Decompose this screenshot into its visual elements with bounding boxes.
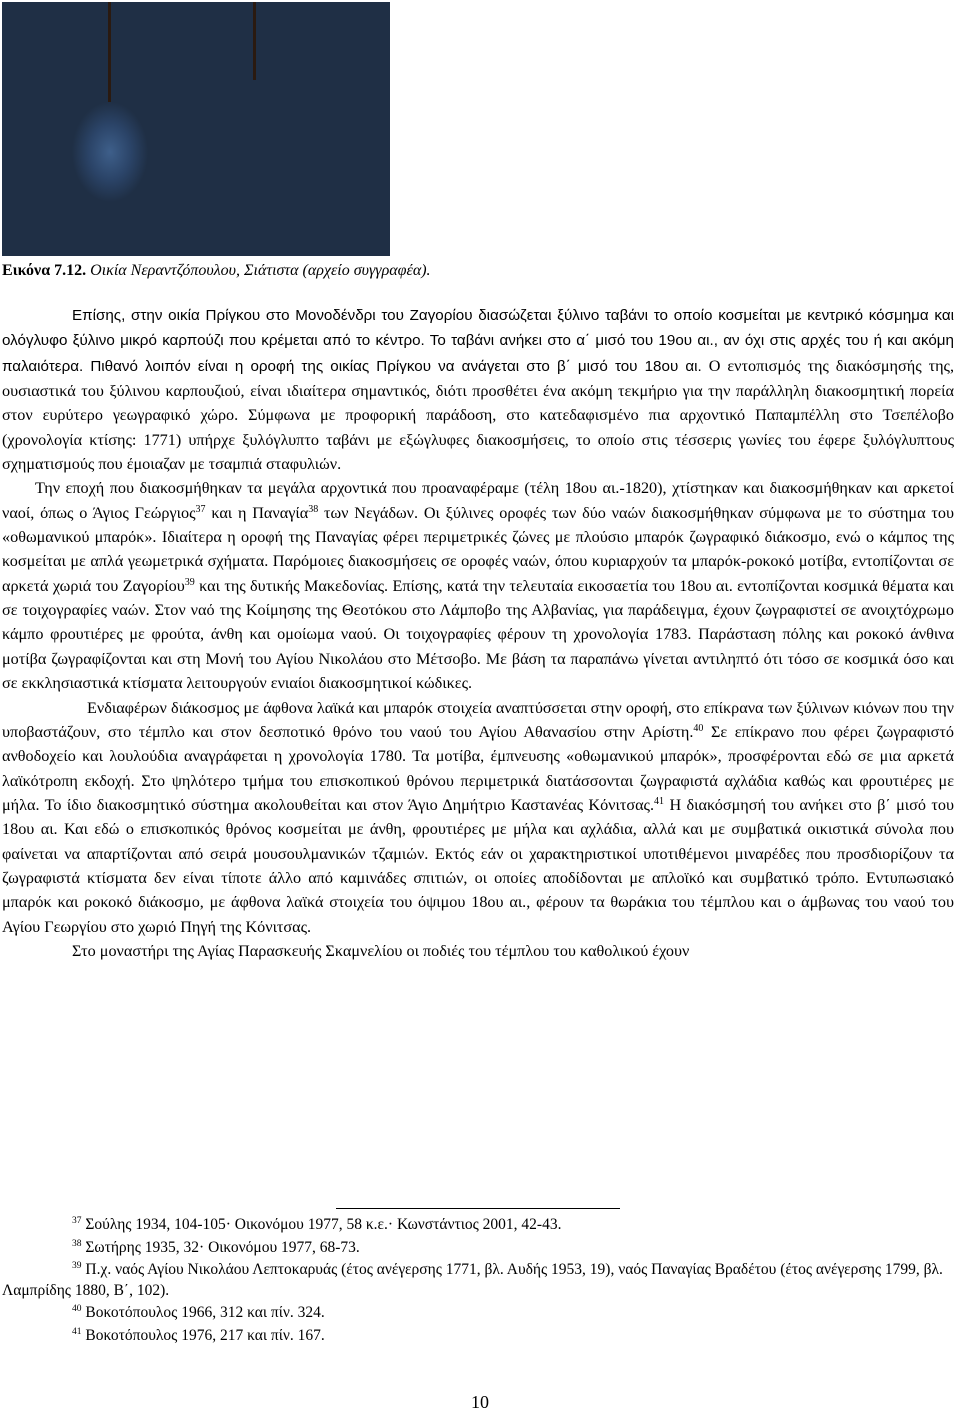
hanging-rope bbox=[108, 2, 111, 102]
body-text bbox=[2, 303, 954, 963]
footnote-number: 41 bbox=[72, 1326, 82, 1337]
footnote bbox=[2, 1215, 954, 1236]
paragraph-text: Στο μοναστήρι της Αγίας Παρασκευής Σκαμνελίου οι ποδιές του τέμπλου του καθολικού έχουν bbox=[72, 941, 690, 960]
footnote-number: 38 bbox=[72, 1238, 82, 1249]
hanging-rope bbox=[253, 2, 256, 80]
footnote-ref[interactable]: 41 bbox=[654, 795, 665, 807]
paragraph-text: Ο εντοπισμός της διακόσμησής της, ουσιαστικά του ξύλινου καρπουζιού, είναι ιδιαίτερα σημαντικός, διότι προσθέτει ένα ακόμη τεκμήριο για την παράλληλη διακοσμητική πορεία στον ευρύτερο γεωγραφικό χώρο. bbox=[2, 356, 954, 425]
paragraph bbox=[2, 939, 954, 963]
footnote-number: 40 bbox=[72, 1304, 82, 1314]
paragraph bbox=[2, 696, 954, 939]
paragraph bbox=[2, 476, 954, 695]
paragraph bbox=[2, 303, 954, 476]
footnotes bbox=[2, 1215, 954, 1348]
paragraph-text: Την εποχή που διακοσμήθηκαν τα μεγάλα αρχοντικά που προαναφέραμε (τέλη 18ου αι.-1820), χτίστηκαν και διακοσμήθηκαν και αρκετοί ναοί, όπως ο Άγιος Γεώργιος bbox=[2, 479, 954, 522]
footnote-ref[interactable]: 38 bbox=[308, 503, 319, 515]
paragraph-text: των Νεγάδων. Οι ξύλινες οροφές των δύο ναών διακοσμήθηκαν σύμφωνα με το σύστημα του «οθωμανικού μπαρόκ». Ιδιαίτερα η οροφή της Παναγίας φέρει περιμετρικές ζώνες με πλούσιο μπαρόκ ζωγραφικό διάκοσμο, ενώ ο κάμπος της κοσμείται με απλά γεωμετρικά σχήματα. Παρόμοιες διακοσμήσεις σε οροφές ναών, όπου κυριαρχούν τα μπαρόκ-ροκοκό μοτίβα, εντοπίζονται σε αρκετά χωριά του Ζαγορίου bbox=[2, 503, 954, 595]
footnote bbox=[2, 1238, 954, 1259]
footnote-text: Π.χ. ναός Αγίου Νικολάου Λεπτοκαρυάς (έτος ανέγερσης 1771, βλ. Αυδής 1953, 19), ναός Παναγίας Βραδέτου (έτος ανέγερσης 1799, βλ. Λαμπρίδης 1880, Β΄, 102). bbox=[2, 1261, 943, 1299]
footnote-text: Σωτήρης 1935, 32· Οικονόμου 1977, 68-73. bbox=[81, 1238, 360, 1256]
footnote-text: Σούλης 1934, 104-105· Οικονόμου 1977, 58 κ.ε.· Κωνστάντιος 2001, 42-43. bbox=[81, 1216, 562, 1233]
footnote-ref[interactable]: 39 bbox=[184, 576, 195, 588]
footnote bbox=[2, 1260, 954, 1301]
figure-label: Εικόνα 7.12. bbox=[2, 262, 87, 279]
paragraph-text: Ενδιαφέρων διάκοσμος με άφθονα λαϊκά και μπαρόκ στοιχεία αναπτύσσεται στην οροφή, στο επίκρανα των ξύλινων κιόνων που την υποβαστάζουν, στο τέμπλο και στον δεσποτικό θρόνο του ναού του Αγίου Αθανασίου στην Αρίστη. bbox=[2, 698, 954, 741]
footnote-ref[interactable]: 40 bbox=[693, 722, 704, 734]
paragraph-text: και η Παναγία bbox=[205, 503, 309, 522]
paragraph-text: Σύμφωνα με προφορική παράδοση, στο κατεδαφισμένο πια αρχοντικό Παπαμπέλλη στο Τσεπέλοβο (χρονολογία κτίσης: 1771) υπήρχε ξυλόγλυπτο ταβάνι με εξώγλυφες διακοσμήσεις, το οποίο στις τέσσερις γωνίες του έφερε ξυλόγλυπτους σχηματισμούς που έμοιαζαν με τσαμπιά σταφυλιών. bbox=[2, 406, 955, 474]
page-number: 10 bbox=[471, 1392, 489, 1412]
footnote bbox=[2, 1303, 954, 1324]
footnote bbox=[2, 1326, 954, 1347]
paragraph-text: Σε επίκρανο που φέρει ζωγραφιστό ανθοδοχείο και λουλούδια αναγράφεται η χρονολογία 1780. Τα μοτίβα, έμπνευσης «οθωμανικού μπαρόκ», προσφέρονται εδώ σε μια αρκετά λαϊκότροπη εκδοχή. Στο ψηλότερο τμήμα του επισκοπικού θρόνου περιμετρικά διατάσσονται ζωγραφιστά αχλάδια καθώς και φρουτιέρες με μήλα. Το ίδιο διακοσμητικό σύστημα ακολουθείται και στον Άγιο Δημήτριο Καστανέας Κόνιτσας. bbox=[2, 722, 955, 814]
paragraph-text: Η διακόσμησή του ανήκει στο β΄ μισό του 18ου αι. Και εδώ ο επισκοπικός θρόνος κοσμείται με άνθη, φρουτιέρες με μήλα και αχλάδια, αλλά και με συμβατικά οικιστικά σύνολα που φαίνεται να απαρτίζονται από σειρά μουσουλμανικών τζαμιών. Εκτός εάν οι χαρακτηριστικοί υποτιθέμενοι μιναρέδες που προσδιορίζουν τα ζωγραφιστά κτίσματα δεν είναι τίποτε άλλο από καμινάδες σπιτιών, οι οποίες αποδίδονται με απλοϊκό και συμβατικό τρόπο. Εντυπωσιακό μπαρόκ και ροκοκό διάκοσμο, με άφθονα λαϊκά στοιχεία του όψιμου 18ου αι., φέρουν τα θωράκια του τέμπλου και ο άμβωνας του ναού του Αγίου Γεωργίου στο χωριό Πηγή της Κόνιτσας. bbox=[2, 795, 955, 936]
ceiling-photo bbox=[2, 2, 390, 256]
figure-caption bbox=[2, 262, 431, 280]
footnote-divider bbox=[336, 1208, 620, 1209]
paragraph-text: και της δυτικής Μακεδονίας. Επίσης, κατά την τελευταία εικοσαετία του 18ου αι. εντοπίζονται κοσμικά θέματα και σε τοιχογραφίες ναών. Στον ναό της Κοίμησης της Θεοτόκου στο Λάμποβο της Αλβανίας, για παράδειγμα, έχουν ζωγραφιστεί σε ανοιχτόχρωμο κάμπο φρουτιέρες με φρούτα, άνθη και ομοίωμα ναού. Οι τοιχογραφίες φέρουν τη χρονολογία 1783. Παράσταση πόλης και ροκοκό άνθινα μοτίβα ζωγραφίζονται και στη Μονή του Αγίου Νικολάου στο Μέτσοβο. Με βάση τα παραπάνω γίνεται αντιληπτό ότι τόσο σε κοσμικά όσο και σε εκκλησιαστικά κτίσματα λειτουργούν ενιαίοι διακοσμητικοί κώδικες. bbox=[2, 576, 954, 693]
footnote-ref[interactable]: 37 bbox=[195, 503, 206, 515]
paragraph-text: Επίσης, στην οικία Πρίγκου στο Μονοδένδρι του Ζαγορίου διασώζεται ξύλινο ταβάνι το οποίο κοσμείται με κεντρικό κόσμημα και ολόγλυφο ξύλινο μικρό καρπούζι που κρέμεται από το κέντρο. Το ταβάνι ανήκει στο α΄ μισό του 19ου αι., αν όχι στις αρχές του ή και ακόμη παλαιότερα. Πιθανό λοιπόν είναι η οροφή της οικίας Πρίγκου να ανάγεται στο β΄ μισό του 18ου αι. bbox=[2, 307, 954, 375]
footnote-text: Βοκοτόπουλος 1966, 312 και πίν. 324. bbox=[81, 1304, 325, 1321]
footnote-number: 37 bbox=[72, 1216, 82, 1226]
footnote-text: Βοκοτόπουλος 1976, 217 και πίν. 167. bbox=[81, 1326, 325, 1344]
figure-caption-text: Οικία Νεραντζόπουλου, Σιάτιστα (αρχείο συγγραφέα). bbox=[86, 262, 431, 279]
footnote-number: 39 bbox=[72, 1261, 82, 1271]
